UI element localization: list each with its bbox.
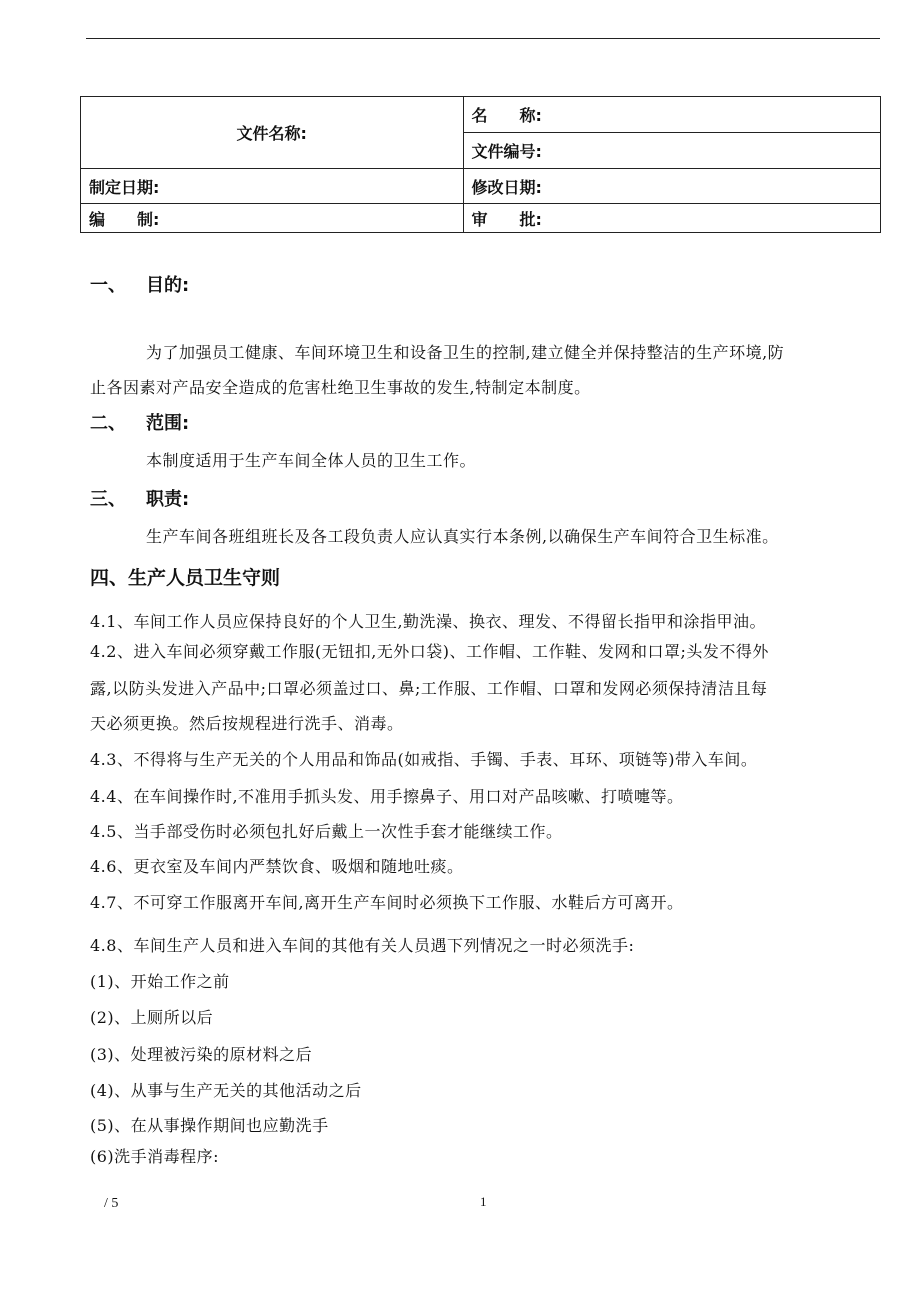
- rule-4-3: 4.3、不得将与生产无关的个人用品和饰品(如戒指、手镯、手表、耳环、项链等)带入车间。: [90, 750, 758, 769]
- section-title: 目的:: [146, 275, 190, 296]
- author-label: 编 制:: [81, 204, 464, 233]
- section-duty-heading: [90, 485, 189, 511]
- rule-4-7: 4.7、不可穿工作服离开车间,离开生产车间时必须换下工作服、水鞋后方可离开。: [90, 893, 684, 912]
- section-title: 职责:: [146, 489, 190, 510]
- document-info-table: [80, 96, 881, 233]
- purpose-text-line-1: 为了加强员工健康、车间环境卫生和设备卫生的控制,建立健全并保持整洁的生产环境,防: [146, 343, 785, 362]
- rule-4-2-line-1: 4.2、进入车间必须穿戴工作服(无钮扣,无外口袋)、工作帽、工作鞋、发网和口罩;头发不得外: [90, 642, 769, 661]
- header-rule: [86, 38, 880, 39]
- rule-4-8: 4.8、车间生产人员和进入车间的其他有关人员遇下列情况之一时必须洗手:: [90, 936, 635, 955]
- section-number: 二、: [90, 413, 126, 434]
- approver-label: 审 批:: [463, 204, 880, 233]
- rule-4-4: 4.4、在车间操作时,不准用手抓头发、用手擦鼻子、用口对产品咳嗽、打喷嚏等。: [90, 787, 684, 806]
- section-number: 三、: [90, 489, 126, 510]
- rule-4-1: 4.1、车间工作人员应保持良好的个人卫生,勤洗澡、换衣、理发、不得留长指甲和涂指甲油。: [90, 612, 767, 631]
- rule-4-5: 4.5、当手部受伤时必须包扎好后戴上一次性手套才能继续工作。: [90, 822, 563, 841]
- list-item: (1)、开始工作之前: [90, 972, 230, 991]
- rule-4-2-line-2: 露,以防头发进入产品中;口罩必须盖过口、鼻;工作服、工作帽、口罩和发网必须保持清洁且每: [90, 679, 768, 698]
- file-number-label: 文件编号:: [463, 133, 880, 169]
- revised-date-label: 修改日期:: [463, 169, 880, 204]
- list-item: (4)、从事与生产无关的其他活动之后: [90, 1081, 362, 1100]
- list-item: (6)洗手消毒程序:: [90, 1147, 220, 1166]
- section-scope-heading: [90, 409, 189, 435]
- page-total: / 5: [104, 1196, 119, 1211]
- rule-4-2-line-3: 天必须更换。然后按规程进行洗手、消毒。: [90, 714, 404, 733]
- section-title: 范围:: [146, 413, 190, 434]
- list-item: (2)、上厕所以后: [90, 1008, 214, 1027]
- created-date-label: 制定日期:: [81, 169, 464, 204]
- duty-text: 生产车间各班组班长及各工段负责人应认真实行本条例,以确保生产车间符合卫生标准。: [146, 527, 779, 546]
- list-item: (5)、在从事操作期间也应勤洗手: [90, 1116, 329, 1135]
- section-purpose-heading: [90, 271, 189, 297]
- rule-4-6: 4.6、更衣室及车间内严禁饮食、吸烟和随地吐痰。: [90, 857, 464, 876]
- page-number: 1: [480, 1194, 487, 1209]
- purpose-text-line-2: 止各因素对产品安全造成的危害杜绝卫生事故的发生,特制定本制度。: [90, 378, 591, 397]
- name-label: 名 称:: [463, 97, 880, 133]
- list-item: (3)、处理被污染的原材料之后: [90, 1045, 313, 1064]
- section-number: 一、: [90, 275, 126, 296]
- scope-text: 本制度适用于生产车间全体人员的卫生工作。: [146, 451, 477, 470]
- file-name-label: 文件名称:: [81, 97, 464, 169]
- section-rules-heading: 四、生产人员卫生守则: [90, 567, 281, 589]
